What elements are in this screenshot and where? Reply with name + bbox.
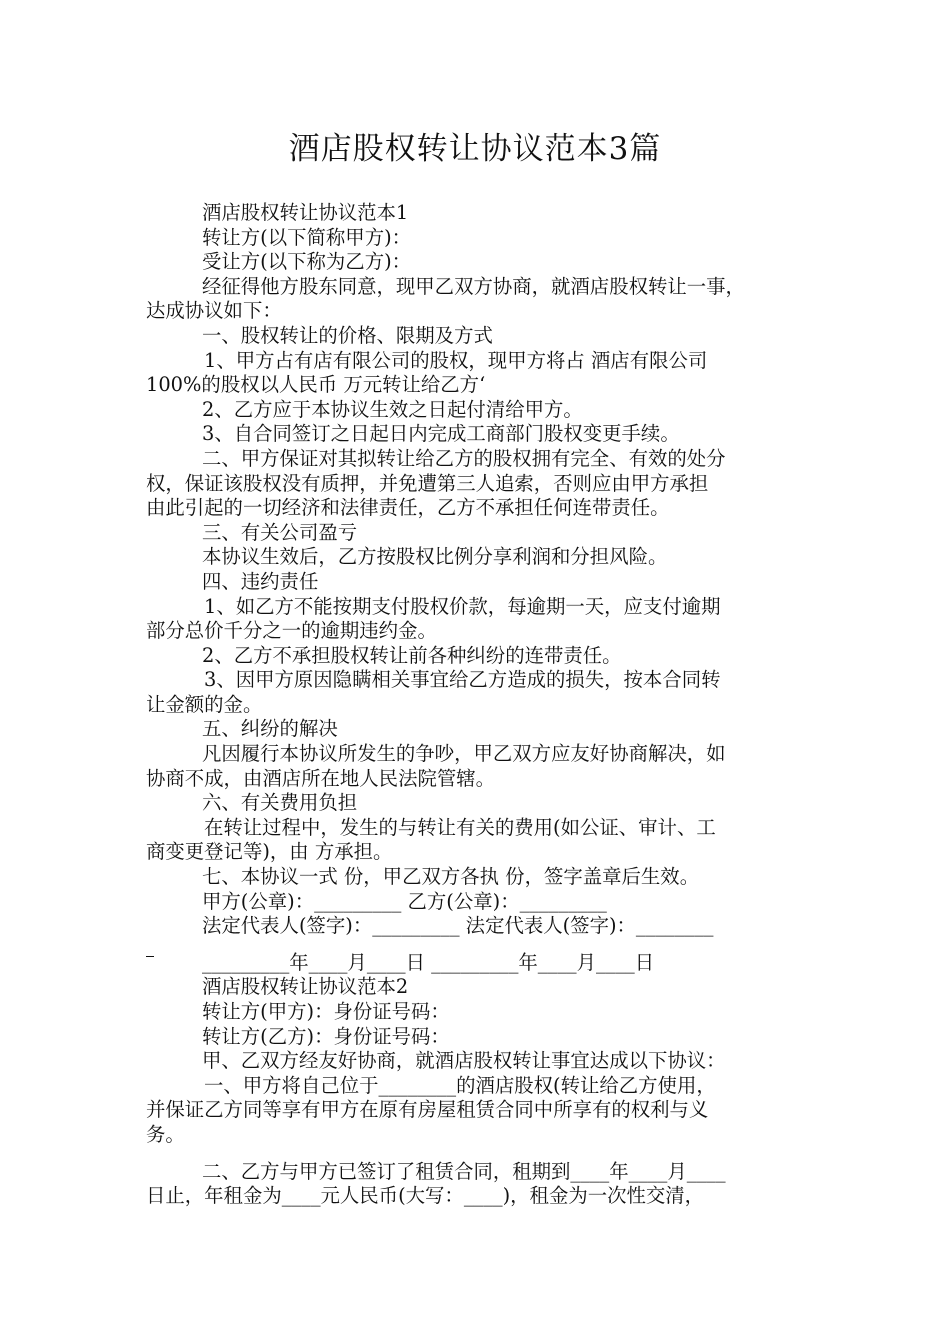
signature-line: 甲方(公章)：_________ 乙方(公章)：_________: [202, 889, 607, 913]
paragraph-line: 3、因甲方原因隐瞒相关事宜给乙方造成的损失，按本合同转: [204, 668, 721, 692]
paragraph-line: 转让方(以下简称甲方)：: [202, 225, 412, 249]
clause-heading: 三、有关公司盈亏: [202, 520, 358, 544]
paragraph-line: 让金额的金。: [146, 692, 263, 716]
spacer: [146, 939, 810, 951]
paragraph-line: 二、乙方与甲方已签订了租赁合同，租期到____年____月____: [202, 1159, 726, 1183]
paragraph-line: 甲、乙双方经友好协商，就酒店股权转让事宜达成以下协议：: [202, 1049, 726, 1073]
clause-heading: 五、纠纷的解决: [202, 717, 338, 741]
paragraph-line: 受让方(以下称为乙方)：: [202, 250, 412, 274]
paragraph-line: 本协议生效后，乙方按股权比例分享利润和分担风险。: [202, 545, 668, 569]
paragraph-line: 达成协议如下：: [146, 299, 282, 323]
section-heading-1: 酒店股权转让协议范本1: [202, 201, 409, 224]
paragraph-line: 2、乙方应于本协议生效之日起付清给甲方。: [202, 397, 583, 421]
paragraph-line: 转让方(乙方)：身份证号码：: [202, 1024, 450, 1048]
clause-heading: 六、有关费用负担: [202, 791, 358, 815]
paragraph-line: 并保证乙方同等享有甲方在原有房屋租赁合同中所享有的权利与义: [146, 1098, 709, 1122]
paragraph-line: 一、甲方将自己位于________的酒店股权(转让给乙方使用，: [204, 1073, 716, 1097]
paragraph-line: 在转让过程中，发生的与转让有关的费用(如公证、审计、工: [204, 815, 716, 839]
signature-line: 法定代表人(签字)：_________ 法定代表人(签字)：________: [202, 914, 714, 938]
clause-heading: 一、股权转让的价格、限期及方式: [202, 323, 493, 347]
paragraph-line: 权，保证该股权没有质押，并免遭第三人追索，否则应由甲方承担: [146, 471, 709, 495]
clause-heading: 七、本协议一式 份，甲乙双方各执 份，签字盖章后生效。: [202, 865, 700, 889]
paragraph-line: 凡因履行本协议所发生的争吵，甲乙双方应友好协商解决，如: [202, 742, 726, 766]
spacer: [146, 1148, 810, 1160]
paragraph-line: 1、如乙方不能按期支付股权价款，每逾期一天，应支付逾期: [204, 594, 721, 618]
underline-mark: [146, 956, 154, 957]
paragraph-line: 3、自合同签订之日起日内完成工商部门股权变更手续。: [202, 422, 680, 446]
clause-heading: 二、甲方保证对其拟转让给乙方的股权拥有完全、有效的处分: [202, 446, 726, 470]
paragraph-line: 1、甲方占有店有限公司的股权，现甲方将占 酒店有限公司: [204, 348, 708, 372]
document-body: [146, 201, 810, 1209]
paragraph-line: 转让方(甲方)：身份证号码：: [202, 1000, 450, 1023]
paragraph-line: 100%的股权以人民币 万元转让给乙方‘: [146, 373, 486, 397]
paragraph-line: 日止，年租金为____元人民币(大写：____)，租金为一次性交清，: [146, 1184, 705, 1208]
section-heading-2: 酒店股权转让协议范本2: [202, 975, 409, 999]
paragraph-line: 商变更登记等)，由 方承担。: [146, 840, 393, 864]
paragraph-line: 经征得他方股东同意，现甲乙双方协商，就酒店股权转让一事，: [202, 274, 745, 298]
paragraph-line: 务。: [146, 1122, 185, 1146]
clause-heading: 四、违约责任: [202, 569, 319, 593]
paragraph-line: 部分总价千分之一的逾期违约金。: [146, 619, 437, 643]
document-title: 酒店股权转让协议范本3篇: [288, 131, 662, 167]
date-line: _________年____月____日 _________年____月____日: [202, 950, 655, 974]
paragraph-line: 协商不成，由酒店所在地人民法院管辖。: [146, 766, 496, 790]
paragraph-line: 由此引起的一切经济和法律责任，乙方不承担任何连带责任。: [146, 496, 670, 520]
paragraph-line: 2、乙方不承担股权转让前各种纠纷的连带责任。: [202, 643, 622, 667]
